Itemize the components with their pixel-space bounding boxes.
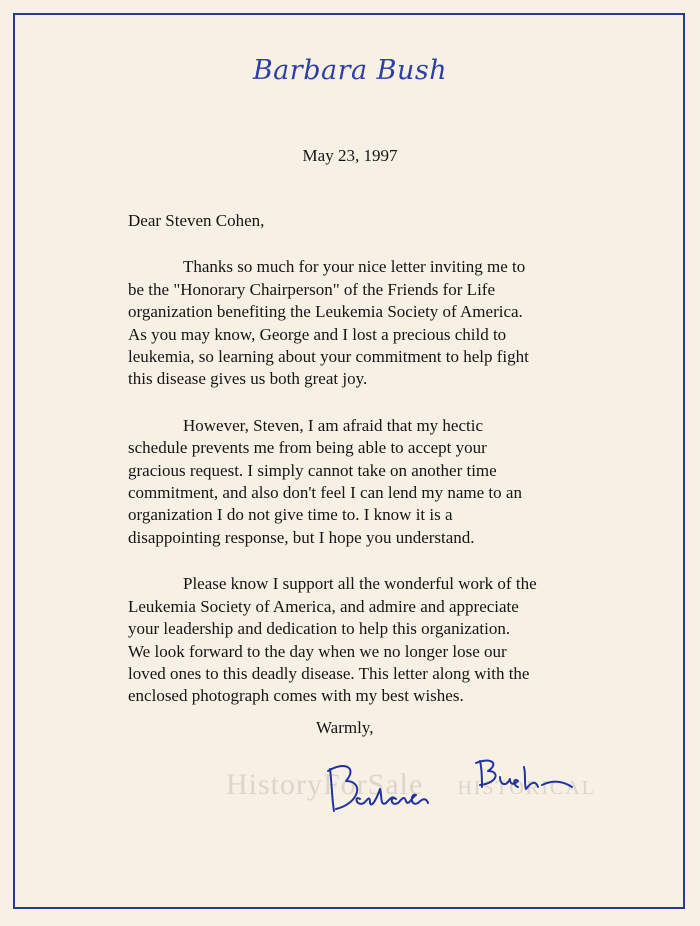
- paragraph-line: We look forward to the day when we no longer lose our: [128, 641, 507, 661]
- letter-date: May 23, 1997: [302, 146, 398, 165]
- paragraph-3: [128, 573, 598, 707]
- paragraph-2: [128, 415, 598, 549]
- paragraph-line: leukemia, so learning about your commitment to help fight: [128, 347, 529, 367]
- closing: Warmly,: [316, 718, 374, 737]
- paragraph-line: Please know I support all the wonderful work of the: [183, 574, 537, 594]
- signature: [320, 755, 590, 825]
- salutation: Dear Steven Cohen,: [128, 211, 265, 230]
- watermark-left: HistoryForSale: [226, 768, 424, 801]
- paragraph-line: Thanks so much for your nice letter inviting me to: [183, 257, 526, 277]
- paragraph-line: However, Steven, I am afraid that my hectic: [183, 415, 484, 435]
- paragraph-line: this disease gives us both great joy.: [128, 369, 368, 389]
- paragraph-line: Leukemia Society of America, and admire and appreciate: [128, 596, 519, 616]
- watermark-right: HISTORICAL: [457, 777, 596, 799]
- letter-body: [128, 210, 598, 732]
- paragraph-line: disappointing response, but I hope you understand.: [128, 527, 475, 547]
- paragraph-line: commitment, and also don't feel I can lend my name to an: [128, 483, 522, 503]
- paragraph-line: be the "Honorary Chairperson" of the Friends for Life: [128, 279, 495, 299]
- paragraph-line: schedule prevents me from being able to accept your: [128, 438, 487, 458]
- paragraph-line: organization I do not give time to. I know it is a: [128, 505, 453, 525]
- paragraph-line: your leadership and dedication to help this organization.: [128, 619, 511, 639]
- letterhead-name: Barbara Bush: [252, 55, 448, 86]
- paragraph-1: [128, 256, 598, 390]
- paragraph-line: organization benefiting the Leukemia Society of America.: [128, 302, 523, 322]
- paragraph-line: As you may know, George and I lost a precious child to: [128, 324, 507, 344]
- paragraph-line: enclosed photograph comes with my best wishes.: [128, 686, 464, 706]
- paragraph-line: loved ones to this deadly disease. This letter along with the: [128, 663, 530, 683]
- paragraph-line: gracious request. I simply cannot take on another time: [128, 460, 497, 480]
